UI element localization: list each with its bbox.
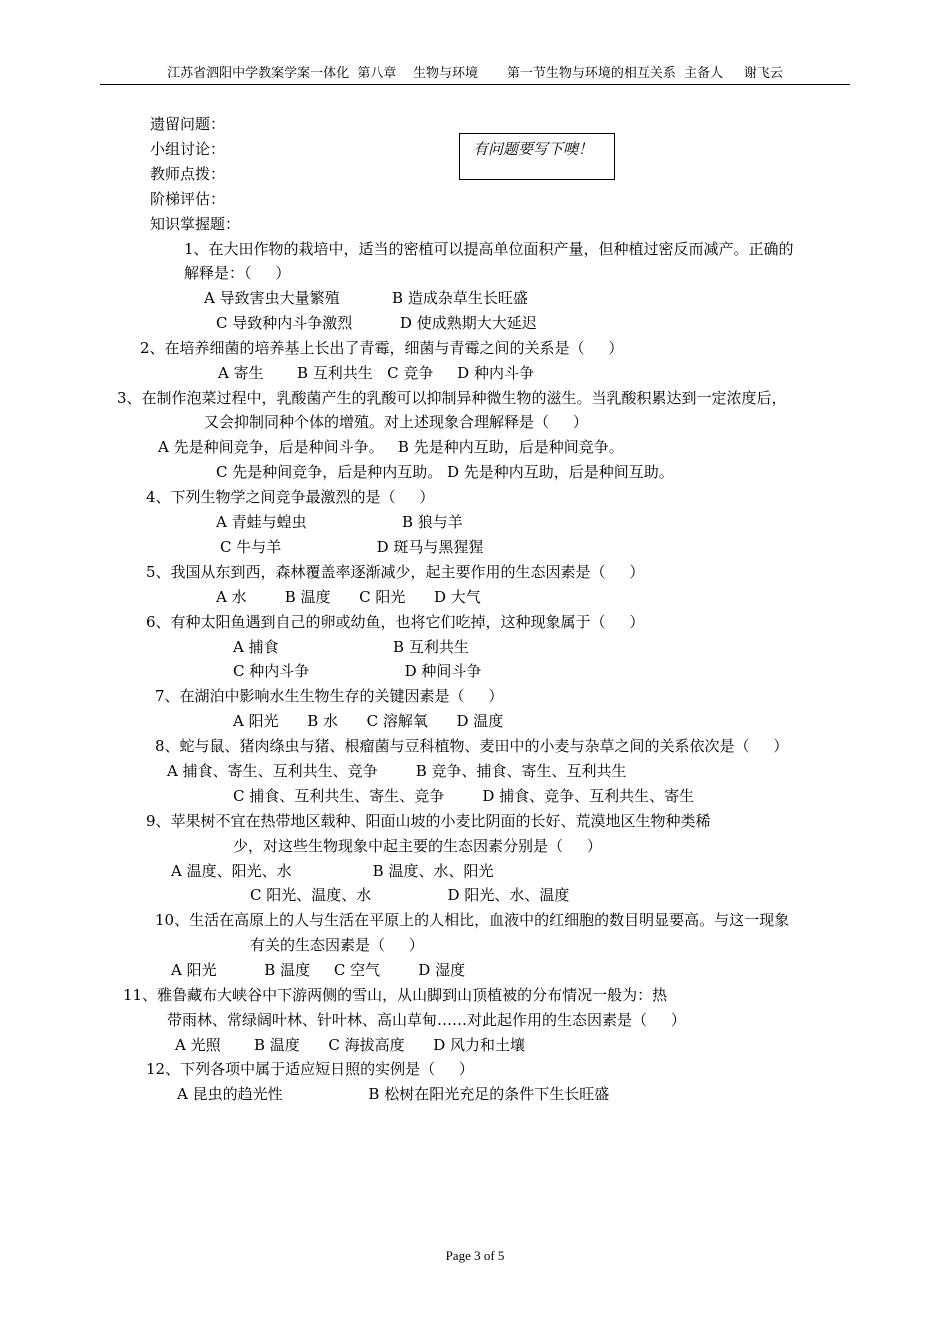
question-10: 10、生活在高原上的人与生活在平原上的人相比，血液中的红细胞的数目明显要高。与这一现象	[155, 911, 790, 929]
question-10-cont: 有关的生态因素是（ ）	[250, 936, 424, 954]
question-8-options-cd: C 捕食、互利共生、寄生、竞争 D 捕食、竞争、互利共生、寄生	[233, 787, 695, 805]
question-5-options: A 水 B 温度 C 阳光 D 大气	[216, 588, 481, 606]
question-6-options-ab: A 捕食 B 互利共生	[233, 638, 469, 656]
question-8-options-ab: A 捕食、寄生、互利共生、竞争 B 竞争、捕食、寄生、互利共生	[167, 762, 627, 780]
question-6-options-cd: C 种内斗争 D 种间斗争	[233, 662, 482, 680]
question-9: 9、苹果树不宜在热带地区载种、阳面山坡的小麦比阴面的长好、荒漠地区生物种类稀	[146, 812, 711, 830]
question-8: 8、蛇与鼠、猪肉绦虫与猪、根瘤菌与豆科植物、麦田中的小麦与杂草之间的关系依次是（ ）	[155, 737, 789, 755]
question-12: 12、下列各项中属于适应短日照的实例是（ ）	[146, 1060, 474, 1078]
question-7: 7、在湖泊中影响水生生物生存的关键因素是（ ）	[155, 687, 504, 705]
question-1-options-cd: C 导致种内斗争激烈 D 使成熟期大大延迟	[216, 314, 537, 332]
note-box-text: 有问题要写下噢！	[473, 140, 594, 158]
question-11-cont: 带雨林、常绿阔叶林、针叶林、高山草甸……对此起作用的生态因素是（ ）	[167, 1011, 686, 1029]
section-label-teacher: 教师点拨：	[150, 165, 226, 183]
question-1-options-ab: A 导致害虫大量繁殖 B 造成杂草生长旺盛	[204, 289, 528, 307]
question-2: 2、在培养细菌的培养基上长出了青霉，细菌与青霉之间的关系是（ ）	[140, 339, 624, 357]
question-4-options-cd: C 牛与羊 D 斑马与黑猩猩	[220, 538, 484, 556]
section-label-assessment: 阶梯评估：	[150, 190, 226, 208]
question-12-options-ab: A 昆虫的趋光性 B 松树在阳光充足的条件下生长旺盛	[177, 1085, 610, 1103]
question-3: 3、在制作泡菜过程中，乳酸菌产生的乳酸可以抑制异种微生物的滋生。当乳酸积累达到一定浓度后，	[117, 389, 787, 407]
question-5: 5、我国从东到西，森林覆盖率逐渐减少，起主要作用的生态因素是（ ）	[146, 563, 645, 581]
question-9-options-cd: C 阳光、温度、水 D 阳光、水、温度	[250, 886, 570, 904]
question-10-options: A 阳光 B 温度 C 空气 D 湿度	[171, 961, 466, 979]
question-4-options-ab: A 青蛙与蝗虫 B 狼与羊	[216, 513, 463, 531]
question-4: 4、下列生物学之间竞争最激烈的是（ ）	[146, 488, 435, 506]
question-1-cont: 解释是：（ ）	[184, 264, 291, 282]
question-9-options-ab: A 温度、阳光、水 B 温度、水、阳光	[171, 862, 494, 880]
question-3-options-cd: C 先是种间竞争，后是种内互助。 D 先是种内互助，后是种间互助。	[216, 463, 674, 481]
question-9-cont: 少，对这些生物现象中起主要的生态因素分别是（ ）	[233, 837, 602, 855]
question-2-options: A 寄生 B 互利共生 C 竞争 D 种内斗争	[218, 364, 534, 382]
question-6: 6、有种太阳鱼遇到自己的卵或幼鱼，也将它们吃掉，这种现象属于（ ）	[146, 613, 645, 631]
question-3-options-ab: A 先是种间竞争，后是种间斗争。 B 先是种内互助，后是种间竞争。	[158, 438, 624, 456]
section-label-leftover: 遗留问题：	[150, 115, 226, 133]
section-label-discussion: 小组讨论：	[150, 140, 226, 158]
page-header: 江苏省泗阳中学教案学案一体化 第八章 生物与环境 第一节生物与环境的相互关系 主备人 谢飞云	[100, 65, 850, 85]
question-11: 11、雅鲁藏布大峡谷中下游两侧的雪山，从山脚到山顶植被的分布情况一般为：热	[123, 986, 668, 1004]
section-label-knowledge: 知识掌握题：	[150, 215, 241, 233]
question-3-cont: 又会抑制同种个体的增殖。对上述现象合理解释是（ ）	[204, 413, 588, 431]
question-11-options: A 光照 B 温度 C 海拔高度 D 风力和土壤	[175, 1036, 526, 1054]
note-box	[459, 133, 615, 180]
page-footer: Page 3 of 5	[445, 1248, 505, 1263]
question-7-options: A 阳光 B 水 C 溶解氧 D 温度	[233, 712, 504, 730]
question-1: 1、在大田作物的栽培中，适当的密植可以提高单位面积产量，但种植过密反而减产。正确的	[184, 240, 794, 258]
